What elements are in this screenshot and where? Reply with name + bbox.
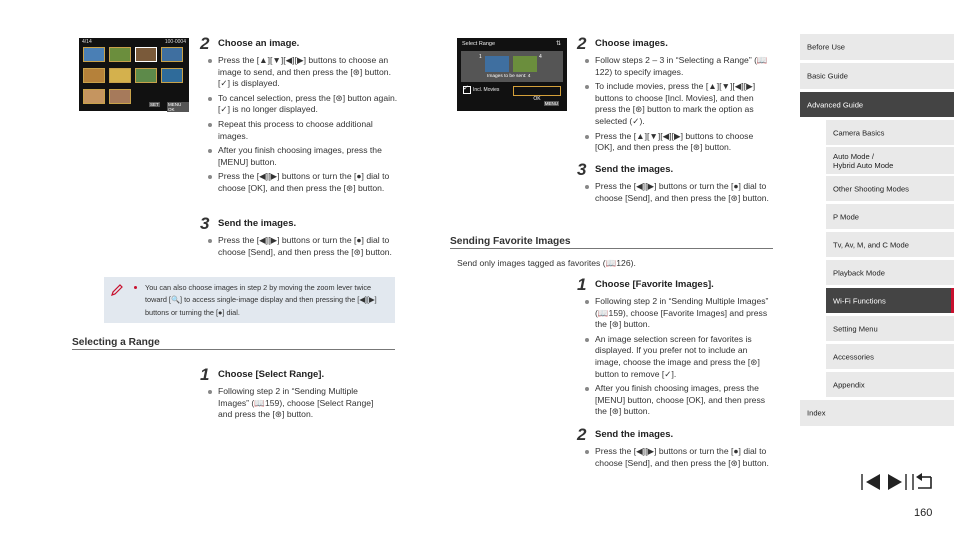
step-bullets <box>585 296 775 421</box>
range-first: 1 <box>479 54 482 60</box>
note-text: You can also choose images in step 2 by moving the zoom lever twice toward [🔍] to access single-image display and then pressing the [◀][▶] buttons or turning the [●] dial. <box>145 283 377 317</box>
page-number: 160 <box>914 507 933 519</box>
return-icon[interactable] <box>911 473 933 496</box>
bullet-text: Press the [◀][▶] buttons or turn the [●] dial to choose [Send], and then press the [⊛] button. <box>218 235 392 257</box>
step-title: Choose images. <box>595 38 668 49</box>
screen-counter: 4/14 <box>82 39 92 45</box>
screen-ok-button <box>513 86 561 102</box>
step-title: Send the images. <box>595 429 674 440</box>
section-title: Selecting a Range <box>72 337 395 350</box>
camera-screen-image-selection <box>79 38 189 111</box>
step-bullets <box>585 55 775 157</box>
step-bullets <box>208 386 388 421</box>
sidebar-item-setting-menu[interactable]: Setting Menu <box>826 316 954 341</box>
step-title: Choose [Favorite Images]. <box>595 279 714 290</box>
sidebar-item-accessories[interactable]: Accessories <box>826 344 954 369</box>
bullet-text: Press the [◀][▶] buttons or turn the [●] dial to choose [Send], and then press the [⊛] button. <box>595 181 769 203</box>
screen-menu-ok: MENU OK <box>167 102 189 112</box>
step-number: 3 <box>200 214 210 233</box>
bullet-text: Press the [◀][▶] buttons or turn the [●] dial to choose [Send], and then press the [⊛] button. <box>595 446 769 468</box>
step-bullets <box>208 235 398 258</box>
bullet-text: Press the [▲][▼][◀][▶] buttons to choose [OK], and then press the [⊛] button. <box>595 130 754 153</box>
step-number: 2 <box>577 34 587 53</box>
step-number: 1 <box>200 365 210 384</box>
section-intro: Send only images tagged as favorites (📖126). <box>457 258 636 268</box>
bullet-text: An image selection screen for favorites is displayed. If you prefer not to include an image, choose the image and press the [⊛] button to remove [✓]. <box>595 333 760 379</box>
sidebar-item-advanced-guide[interactable]: Advanced Guide <box>800 92 954 117</box>
step-title: Choose an image. <box>218 38 300 49</box>
note-box <box>104 277 395 323</box>
bullet-text: Repeat this process to choose additional images. <box>218 118 373 141</box>
pencil-icon <box>110 283 124 302</box>
checkmark-icon: ✓ <box>463 85 469 92</box>
step-number: 3 <box>577 160 587 179</box>
sidebar-item-before-use[interactable]: Before Use <box>800 34 954 60</box>
screen-ok-label: OK <box>533 96 541 102</box>
bullet-text: To include movies, press the [▲][▼][◀][▶] buttons to choose [Incl. Movies], and then press the [⊛] button to mark the option as selected (✓). <box>595 81 756 126</box>
sidebar-item-camera-basics[interactable]: Camera Basics <box>826 120 954 145</box>
sidebar-item-other-shooting-modes[interactable]: Other Shooting Modes <box>826 176 954 201</box>
step-bullets <box>208 55 398 198</box>
sidebar-item-playback-mode[interactable]: Playback Mode <box>826 260 954 285</box>
bullet-text: Press the [▲][▼][◀][▶] buttons to choose an image to send, and then press the [⊛] button. [✓] is displayed. <box>218 55 391 89</box>
next-page-icon[interactable] <box>886 473 908 496</box>
bullet-text: Following step 2 in “Sending Multiple Images” (📖159), choose [Favorite Images] and press the [⊛] button. <box>595 296 769 330</box>
step-title: Send the images. <box>595 164 674 175</box>
bullet-text: After you finish choosing images, press the [MENU] button, choose [OK], and then press the [⊛] button. <box>595 383 766 417</box>
sidebar-item-auto-mode[interactable]: Auto Mode / Hybrid Auto Mode <box>826 147 954 174</box>
screen-title: Select Range <box>462 41 496 47</box>
previous-page-icon[interactable] <box>860 473 882 496</box>
sidebar-item-tv-av-m-c-mode[interactable]: Tv, Av, M, and C Mode <box>826 232 954 257</box>
step-title: Send the images. <box>218 218 297 229</box>
screen-set-label: SET <box>150 102 159 107</box>
step-number: 2 <box>577 425 587 444</box>
section-title: Sending Favorite Images <box>450 236 773 249</box>
incl-movies-label: Incl. Movies <box>473 87 500 93</box>
step-number: 1 <box>577 275 587 294</box>
sidebar-item-p-mode[interactable]: P Mode <box>826 204 954 229</box>
screen-menu: MENU <box>544 101 558 106</box>
bullet-text: Press the [◀][▶] buttons or turn the [●] dial to choose [OK], and then press the [⊛] button. <box>218 171 390 193</box>
screen-sent-label: Images to be sent: 4 <box>487 74 531 79</box>
wifi-icon: ⇅ <box>555 41 561 47</box>
sidebar-item-basic-guide[interactable]: Basic Guide <box>800 63 954 89</box>
step-number: 2 <box>200 34 210 53</box>
sidebar-item-wifi-functions[interactable]: Wi-Fi Functions <box>826 288 954 313</box>
sidebar-item-index[interactable]: Index <box>800 400 954 426</box>
bullet-text: Following step 2 in “Sending Multiple Images” (📖159), choose [Select Range] and press the [⊛] button. <box>218 386 374 420</box>
range-last: 4 <box>539 54 542 60</box>
step-bullets <box>585 181 775 204</box>
screen-file-number: 100-0004 <box>164 39 186 45</box>
bullet-text: After you finish choosing images, press the [MENU] button. <box>218 145 382 167</box>
bullet-text: To cancel selection, press the [⊛] button again. [✓] is no longer displayed. <box>218 92 398 115</box>
step-title: Choose [Select Range]. <box>218 369 325 380</box>
bullet-text: Follow steps 2 – 3 in “Selecting a Range” (📖122) to specify images. <box>595 55 768 77</box>
sidebar-item-appendix[interactable]: Appendix <box>826 372 954 397</box>
camera-screen-select-range <box>457 38 567 111</box>
step-bullets <box>585 446 775 469</box>
